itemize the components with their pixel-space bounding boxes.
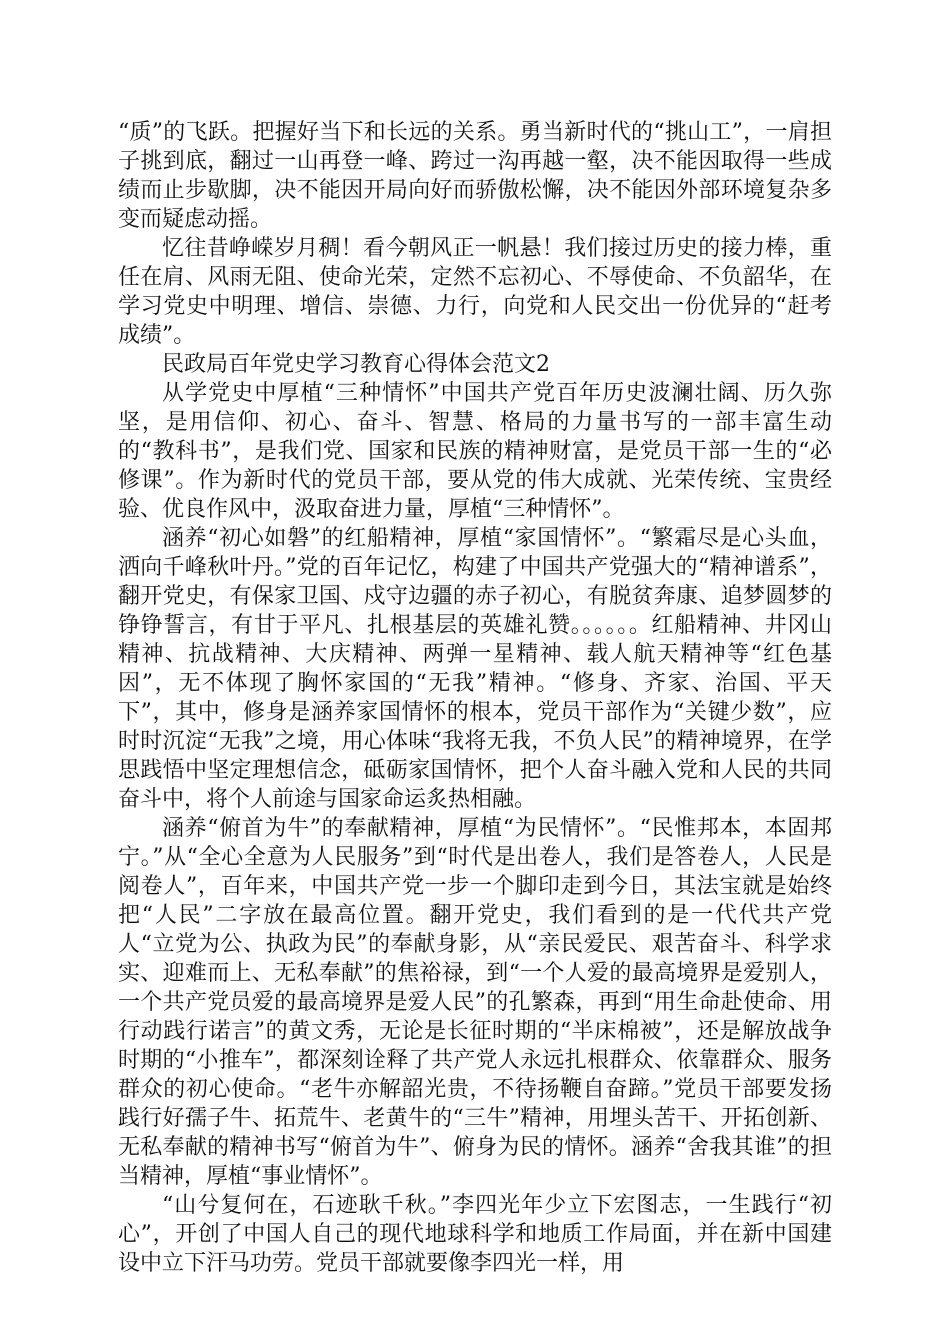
section-heading: 民政局百年党史学习教育心得体会范文2	[162, 352, 550, 377]
paragraph-2: 忆往昔峥嵘岁月稠！看今朝风正一帆悬！我们接过历史的接力棒，重任在肩、风雨无阻、使命光荣，定然不忘初心、不辱使命、不负韶华，在学习党史中明理、增信、崇德、力行，向党和人民交出一份优异的“赶考成绩”。	[118, 236, 832, 348]
document-page	[118, 118, 832, 1278]
paragraph-4: 涵养“初心如磐”的红船精神，厚植“家国情怀”。“繁霜尽是心头血，洒向千峰秋叶丹。”党的百年记忆，构建了中国共产党强大的“精神谱系”，翻开党史，有保家卫国、戍守边疆的赤子初心，有脱贫奔康、追梦圆梦的铮铮誓言，有甘于平凡、扎根基层的英雄礼赞。。。。。。红船精神、井冈山精神、抗战精神、大庆精神、两弹一星精神、载人航天精神等“红色基因”，无不体现了胸怀家国的“无我”精神。“修身、齐家、治国、平天下”，其中，修身是涵养家国情怀的根本，党员干部作为“关键少数”，应时时沉淀“无我”之境，用心体味“我将无我，不负人民”的精神境界，在学思践悟中坚定理想信念，砥砺家国情怀，把个人奋斗融入党和人民的共同奋斗中，将个人前途与国家命运炙热相融。	[118, 526, 832, 812]
paragraph-6: “山兮复何在，石迹耿千秋。”李四光年少立下宏图志，一生践行“初心”，开创了中国人自己的现代地球科学和地质工作局面，并在新中国建设中立下汗马功劳。党员干部就要像李四光一样，用	[118, 1193, 832, 1276]
paragraph-3: 从学党史中厚植“三种情怀”中国共产党百年历史波澜壮阔、历久弥坚，是用信仰、初心、奋斗、智慧、格局的力量书写的一部丰富生动的“教科书”，是我们党、国家和民族的精神财富，是党员干部一生的“必修课”。作为新时代的党员干部，要从党的伟大成就、光荣传统、宝贵经验、优良作风中，汲取奋进力量，厚植“三种情怀”。	[118, 381, 832, 522]
paragraph-5: 涵养“俯首为牛”的奉献精神，厚植“为民情怀”。“民惟邦本，本固邦宁。”从“全心全意为人民服务”到“时代是出卷人，我们是答卷人，人民是阅卷人”，百年来，中国共产党一步一个脚印走到今日，其法宝就是始终把“人民”二字放在最高位置。翻开党史，我们看到的是一代代共产党人“立党为公、执政为民”的奉献身影，从“亲民爱民、艰苦奋斗、科学求实、迎难而上、无私奉献”的焦裕禄，到“一个人爱的最高境界是爱别人，一个共产党员爱的最高境界是爱人民”的孔繁森，再到“用生命赴使命、用行动践行诺言”的黄文秀，无论是长征时期的“半床棉被”，还是解放战争时期的“小推车”，都深刻诠释了共产党人永远扎根群众、依靠群众、服务群众的初心使命。“老牛亦解韶光贵，不待扬鞭自奋蹄。”党员干部要发扬践行好孺子牛、拓荒牛、老黄牛的“三牛”精神，用埋头苦干、开拓创新、无私奉献的精神书写“俯首为牛”、俯身为民的情怀。涵养“舍我其谁”的担当精神，厚植“事业情怀”。	[118, 816, 832, 1189]
paragraph-1: “质”的飞跃。把握好当下和长远的关系。勇当新时代的“挑山工”，一肩担子挑到底，翻过一山再登一峰、跨过一沟再越一壑，决不能因取得一些成绩而止步歇脚，决不能因开局向好而骄傲松懈，决不能因外部环境复杂多变而疑虑动摇。	[118, 120, 832, 232]
